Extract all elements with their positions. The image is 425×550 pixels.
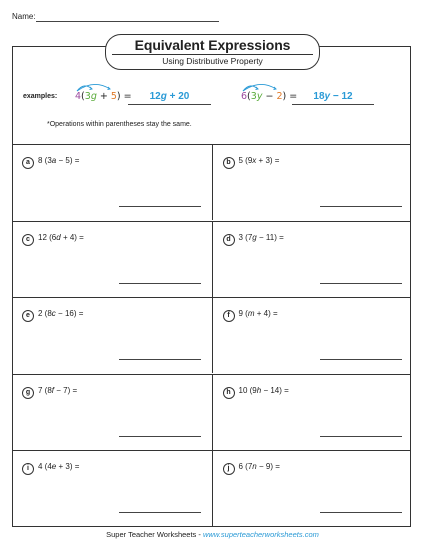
page-title: Equivalent Expressions [134, 37, 291, 53]
page-subtitle: Using Distributive Property [162, 56, 263, 66]
problem-d [212, 221, 412, 297]
problem-expression: f 9 (m + 4) = [223, 309, 278, 322]
problem-letter: g [22, 387, 34, 399]
problem-letter: b [223, 157, 235, 169]
problem-h [212, 374, 412, 450]
problem-f [212, 297, 412, 373]
problem-c [12, 221, 212, 297]
answer-line[interactable] [320, 359, 402, 360]
title-box [105, 34, 320, 70]
answer-line[interactable] [119, 206, 201, 207]
problem-expression: d 3 (7g − 11) = [223, 233, 284, 246]
problem-letter: c [22, 234, 34, 246]
problem-expression: c 12 (6d + 4) = [22, 233, 84, 246]
problem-g [12, 374, 212, 450]
name-field[interactable] [36, 21, 219, 22]
problem-b [212, 144, 412, 220]
problem-expression: e 2 (8c − 16) = [22, 309, 83, 322]
answer-line[interactable] [119, 512, 201, 513]
example-answer-1: 12g + 20 [128, 91, 211, 105]
problem-a [12, 144, 212, 220]
answer-line[interactable] [119, 283, 201, 284]
answer-line[interactable] [320, 283, 402, 284]
problem-letter: i [22, 463, 34, 475]
footer [0, 530, 425, 539]
example-expression-1: 4(3g + 5) = [75, 91, 132, 102]
problem-i [12, 450, 212, 526]
problem-letter: d [223, 234, 235, 246]
problem-letter: a [22, 157, 34, 169]
footer-text: Super Teacher Worksheets - [106, 530, 203, 539]
examples-label: examples: [23, 93, 58, 100]
operations-note: *Operations within parentheses stay the same. [47, 121, 192, 128]
example-expression-2: 6(3y − 2) = [241, 91, 298, 102]
problem-expression: h 10 (9h − 14) = [223, 386, 289, 399]
problem-expression: i 4 (4e + 3) = [22, 462, 79, 475]
answer-line[interactable] [119, 436, 201, 437]
problem-expression: j 6 (7n − 9) = [223, 462, 280, 475]
problem-e [12, 297, 212, 373]
name-label: Name: [12, 12, 36, 21]
problem-letter: h [223, 387, 235, 399]
answer-line[interactable] [320, 206, 402, 207]
title-divider [112, 54, 312, 55]
answer-line[interactable] [320, 512, 402, 513]
problem-expression: b 5 (9x + 3) = [223, 156, 280, 169]
problem-letter: e [22, 310, 34, 322]
answer-line[interactable] [119, 359, 201, 360]
problem-expression: g 7 (8f − 7) = [22, 386, 77, 399]
problem-j [212, 450, 412, 526]
problem-expression: a 8 (3a − 5) = [22, 156, 79, 169]
problem-letter: f [223, 310, 235, 322]
answer-line[interactable] [320, 436, 402, 437]
problem-letter: j [223, 463, 235, 475]
footer-link[interactable]: www.superteacherworksheets.com [202, 530, 319, 539]
example-answer-2: 18y − 12 [292, 91, 374, 105]
